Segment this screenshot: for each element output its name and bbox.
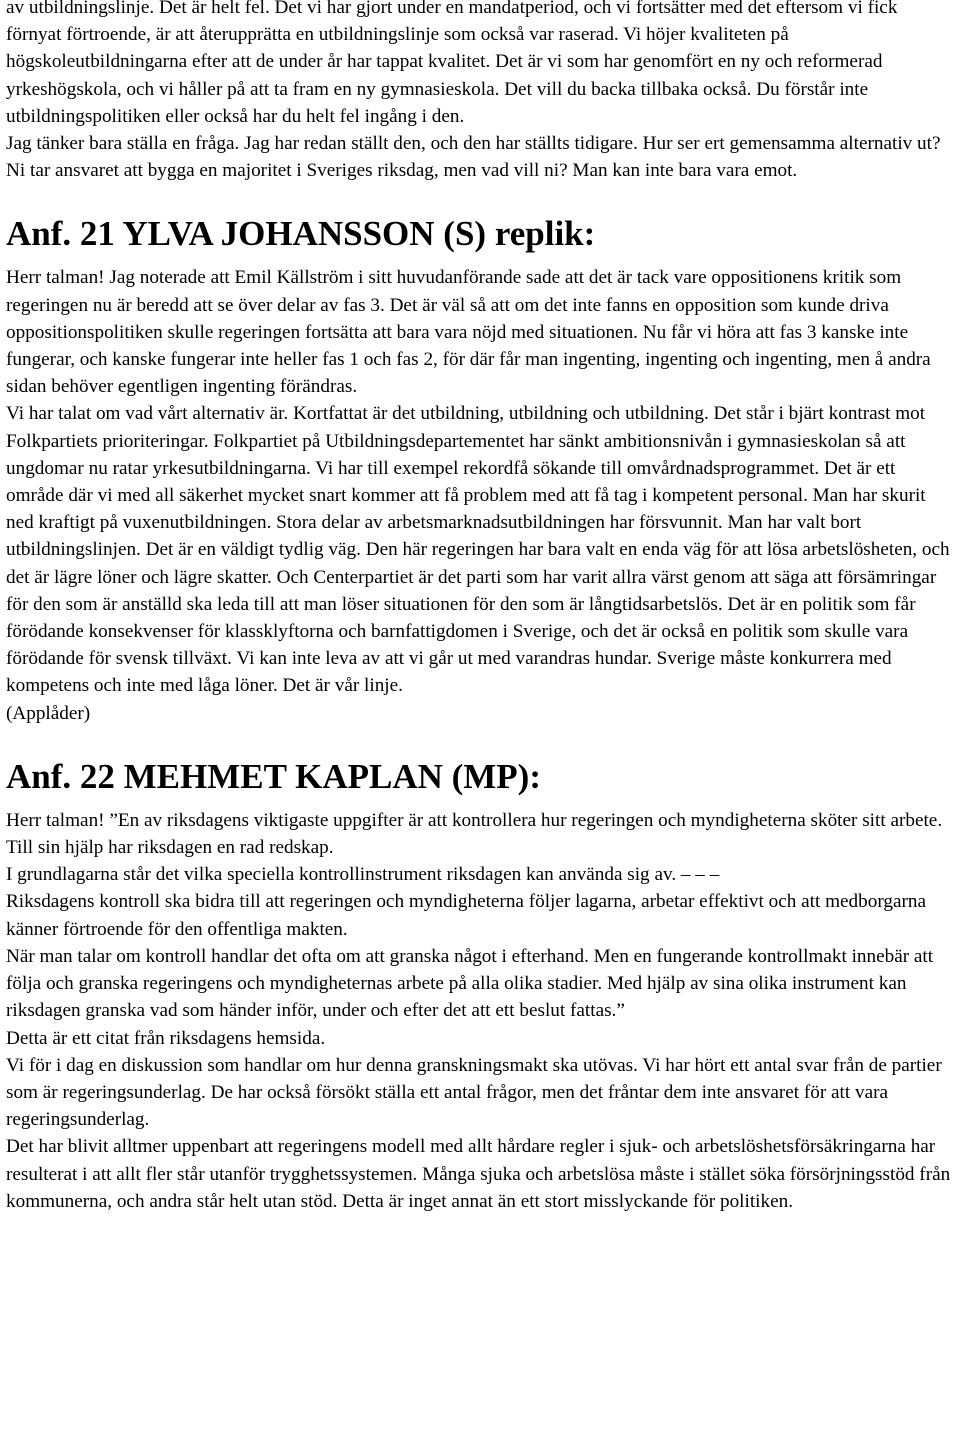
speech-22-paragraph-6: Vi för i dag en diskussion som handlar om hur denna granskningsmakt ska utövas. Vi har hört ett antal svar från de partier som är regeringsunderlag. De har också försökt ställa ett antal frågor, men det fråntar dem inte ansvaret för att vara regeringsunderlag.: [6, 1054, 942, 1131]
intro-paragraph-1: av utbildningslinje. Det är helt fel. Det vi har gjort under en mandatperiod, och vi fortsätter med det eftersom vi fick förnyat förtroende, är att återupprätta en utbildningslinje som också var raserad. Vi höjer kvaliteten på högskoleutbildningarna efter att de under år har tappat kvalitet. Det är vi som har genomfört en ny och reformerad yrkeshögskola, och vi håller på att ta fram en ny gymnasieskola. Det vill du backa tillbaka också. Du förstår inte utbildningspolitiken eller också har du helt fel ingång i den.: [6, 0, 898, 127]
speech-22-paragraph-2: I grundlagarna står det vilka speciella kontrollinstrument riksdagen kan använda sig av. – – –: [6, 864, 720, 886]
speech-22-paragraph-3: Riksdagens kontroll ska bidra till att regeringen och myndigheterna följer lagarna, arbetar effektivt och att medborgarna känner förtroende för den offentliga makten.: [6, 891, 926, 940]
speech-21-paragraph-2: Vi har talat om vad vårt alternativ är. Kortfattat är det utbildning, utbildning och utbildning. Det står i bjärt kontrast mot Folkpartiets prioriteringar. Folkpartiet på Utbildningsdepartementet har sänkt ambitionsnivån i gymnasieskolan så att ungdomar nu ratar yrkesutbildningarna. Vi har till exempel rekordfå sökande till omvårdnadsprogrammet. Det är ett område där vi med all säkerhet mycket snart kommer att få problem med att få tag i kompetent personal. Man har skurit ned kraftigt på vuxenutbildningen. Stora delar av arbetsmarknadsutbildningen har försvunnit. Man har valt bort utbildningslinjen. Det är en väldigt tydlig väg. Den här regeringen har bara valt en enda väg för att lösa arbetslösheten, och det är lägre löner och lägre skatter. Och Centerpartiet är det parti som har varit allra värst genom att säga att försämringar för den som är anställd ska leda till att man löser situationen för den som är långtidsarbetslös. Det är en politik som får förödande konsekvenser för klassklyftorna och barnfattigdomen i Sverige, och det är också en politik som skulle vara förödande för svensk tillväxt. Vi kan inte leva av att vi går ut med varandras hundar. Sverige måste konkurrera med kompetens och inte med låga löner. Det är vår linje.: [6, 403, 950, 697]
speech-22-section: [6, 757, 954, 1215]
speech-22-heading: Anf. 22 MEHMET KAPLAN (MP):: [6, 756, 541, 796]
speech-22-paragraph-1: Herr talman! ”En av riksdagens viktigaste uppgifter är att kontrollera hur regeringen och myndigheterna sköter sitt arbete. Till sin hjälp har riksdagen en rad redskap.: [6, 809, 943, 859]
speech-21-section: [6, 214, 954, 726]
speech-22-paragraph-7: Det har blivit alltmer uppenbart att regeringens modell med allt hårdare regler i sjuk- och arbetslöshetsförsäkringarna har resulterat i att allt fler står utanför trygghetssystemen. Många sjuka och arbetslösa måste i stället söka försörjningsstöd från kommunerna, och andra står helt utan stöd. Detta är inget annat än ett stort misslyckande för politiken.: [6, 1136, 951, 1212]
speech-21-applause: (Applåder): [6, 702, 91, 724]
speech-22-paragraph-4: När man talar om kontroll handlar det ofta om att granska något i efterhand. Men en fungerande kontrollmakt innebär att följa och granska regeringens och myndigheternas arbete på alla olika stadier. Med hjälp av sina olika instrument kan riksdagen granska vad som händer inför, under och efter det att ett beslut fattas.”: [6, 945, 934, 1022]
intro-paragraph-2: Jag tänker bara ställa en fråga. Jag har redan ställt den, och den har ställts tidigare. Hur ser ert gemensamma alternativ ut? Ni tar ansvaret att bygga en majoritet i Sveriges riksdag, men vad vill ni? Man kan inte bara vara emot.: [6, 133, 941, 182]
intro-section: [6, 0, 954, 184]
speech-22-paragraph-5: Detta är ett citat från riksdagens hemsida.: [6, 1027, 326, 1049]
speech-21-paragraph-1: Herr talman! Jag noterade att Emil Källström i sitt huvudanförande sade att det är tack vare oppositionens kritik som regeringen nu är beredd att se över delar av fas 3. Det är väl så att om det inte fanns en opposition som kunde driva oppositionspolitiken skulle regeringen fortsätta att bara vara nöjd med situationen. Nu får vi höra att fas 3 kanske inte fungerar, och kanske fungerar inte heller fas 1 och fas 2, för där får man ingenting, ingenting och ingenting, men å andra sidan behöver egentligen ingenting förändras.: [6, 267, 931, 398]
speech-21-heading: Anf. 21 YLVA JOHANSSON (S) replik:: [6, 214, 596, 254]
